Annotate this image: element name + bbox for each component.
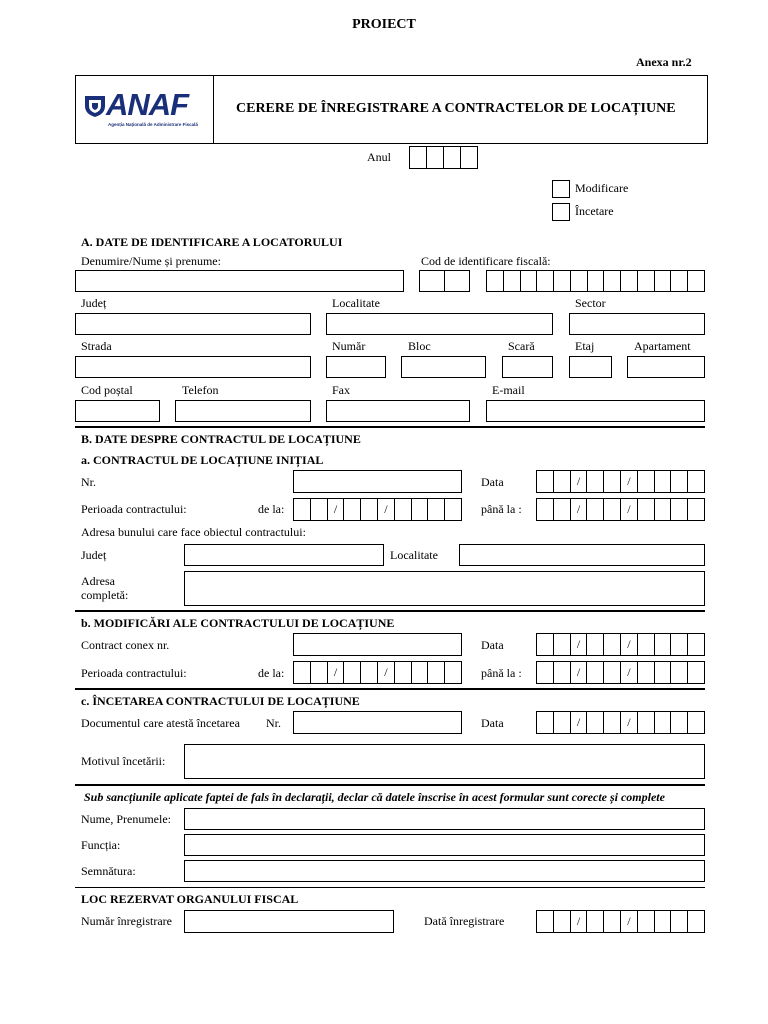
bloc-input[interactable] (401, 356, 486, 378)
section-b-title: B. DATE DESPRE CONTRACTUL DE LOCAȚIUNE (81, 432, 361, 446)
email-label: E-mail (492, 383, 525, 397)
anul-label: Anul (367, 150, 391, 164)
email-input[interactable] (486, 400, 705, 422)
de-la-label: de la: (258, 502, 285, 516)
b-localitate-label: Localitate (390, 548, 438, 562)
section-divider (75, 426, 705, 428)
section-divider (75, 887, 705, 888)
functia-input[interactable] (184, 834, 705, 856)
b-de-la-label: de la: (258, 666, 285, 680)
shield-icon (84, 94, 106, 118)
adresa-input[interactable] (184, 571, 705, 606)
apartament-input[interactable] (627, 356, 705, 378)
sector-label: Sector (575, 296, 606, 310)
b-de-la-input[interactable]: / / (293, 661, 462, 684)
modificare-checkbox[interactable] (552, 180, 570, 198)
data-input[interactable]: / / (536, 470, 705, 493)
sector-input[interactable] (569, 313, 705, 335)
strada-label: Strada (81, 339, 112, 353)
motivul-input[interactable] (184, 744, 705, 779)
numar-label: Număr (332, 339, 366, 353)
c-data-label: Data (481, 716, 504, 730)
logo-text: ANAF (106, 87, 189, 122)
b-judet-label: Județ (81, 548, 107, 562)
section-divider (75, 688, 705, 690)
fiscal-title: LOC REZERVAT ORGANULUI FISCAL (81, 892, 299, 906)
numar-input[interactable] (326, 356, 386, 378)
declaration-text: Sub sancțiunile aplicate faptei de fals în declarații, declar că datele înscrise în acest formular sunt corecte și complete (84, 790, 665, 804)
data-inreg-input[interactable]: / / (536, 910, 705, 933)
data-inreg-label: Dată înregistrare (424, 914, 505, 928)
fax-label: Fax (332, 383, 350, 397)
section-divider (75, 784, 705, 786)
scara-label: Scară (508, 339, 535, 353)
cif-label: Cod de identificare fiscală: (421, 254, 551, 268)
judet-input[interactable] (75, 313, 311, 335)
form-title: CERERE DE ÎNREGISTRARE A CONTRACTELOR DE LOCAȚIUNE (236, 101, 676, 116)
c-nr-input[interactable] (293, 711, 462, 734)
incetare-label: Încetare (575, 204, 614, 218)
fax-input[interactable] (326, 400, 470, 422)
judet-label: Județ (81, 296, 107, 310)
telefon-input[interactable] (175, 400, 311, 422)
title-divider (213, 76, 214, 143)
semnatura-label: Semnătura: (81, 864, 136, 878)
b-judet-input[interactable] (184, 544, 384, 566)
pana-la-input[interactable]: / / (536, 498, 705, 521)
b-pana-la-label: până la : (481, 666, 522, 680)
nr-label: Nr. (81, 475, 96, 489)
data-label: Data (481, 475, 504, 489)
telefon-label: Telefon (182, 383, 219, 397)
scara-input[interactable] (502, 356, 553, 378)
b-data-input[interactable]: / / (536, 633, 705, 656)
contract-conex-input[interactable] (293, 633, 462, 656)
cod-postal-label: Cod poștal (81, 383, 133, 397)
etaj-input[interactable] (569, 356, 612, 378)
anul-input[interactable] (409, 146, 478, 169)
section-divider (75, 610, 705, 612)
cod-postal-input[interactable] (75, 400, 160, 422)
nume-label: Nume, Prenumele: (81, 812, 171, 826)
document-label: Documentul care atestă încetarea (81, 716, 240, 730)
contract-conex-label: Contract conex nr. (81, 638, 170, 652)
semnatura-input[interactable] (184, 860, 705, 882)
adresa-label: Adresa (81, 574, 115, 588)
b-pana-la-input[interactable]: / / (536, 661, 705, 684)
c-nr-label: Nr. (266, 716, 281, 730)
etaj-label: Etaj (575, 339, 595, 353)
logo-subtext: Agenția Națională de Administrare Fiscală (108, 122, 198, 127)
proiect-label: PROIECT (352, 17, 416, 32)
b-localitate-input[interactable] (459, 544, 705, 566)
motivul-label: Motivul încetării: (81, 754, 166, 768)
de-la-input[interactable]: / / (293, 498, 462, 521)
b-perioada-label: Perioada contractului: (81, 666, 187, 680)
adresa-label-2: completă: (81, 588, 129, 602)
sub-c-title: c. ÎNCETAREA CONTRACTULUI DE LOCAȚIUNE (81, 694, 360, 708)
incetare-checkbox[interactable] (552, 203, 570, 221)
functia-label: Funcția: (81, 838, 121, 852)
numar-inreg-input[interactable] (184, 910, 394, 933)
title-frame (75, 75, 708, 144)
bloc-label: Bloc (408, 339, 431, 353)
pana-la-label: până la : (481, 502, 522, 516)
sub-b-title: b. MODIFICĂRI ALE CONTRACTULUI DE LOCAȚIUNE (81, 616, 395, 630)
modificare-label: Modificare (575, 181, 629, 195)
denumire-input[interactable] (75, 270, 404, 292)
perioada-label: Perioada contractului: (81, 502, 187, 516)
c-data-input[interactable]: / / (536, 711, 705, 734)
apartament-label: Apartament (634, 339, 691, 353)
cif-prefix-input[interactable] (419, 270, 470, 292)
numar-inreg-label: Număr înregistrare (81, 914, 172, 928)
nr-input[interactable] (293, 470, 462, 493)
sub-a-title: a. CONTRACTUL DE LOCAȚIUNE INIȚIAL (81, 453, 324, 467)
strada-input[interactable] (75, 356, 311, 378)
section-a-title: A. DATE DE IDENTIFICARE A LOCATORULUI (81, 235, 343, 249)
b-data-label: Data (481, 638, 504, 652)
adresa-bunului-label: Adresa bunului care face obiectul contractului: (81, 525, 306, 539)
localitate-label: Localitate (332, 296, 380, 310)
anexa-label: Anexa nr.2 (636, 55, 692, 69)
nume-input[interactable] (184, 808, 705, 830)
denumire-label: Denumire/Nume și prenume: (81, 254, 221, 268)
localitate-input[interactable] (326, 313, 553, 335)
anaf-logo (84, 87, 210, 132)
cif-input[interactable] (486, 270, 705, 292)
